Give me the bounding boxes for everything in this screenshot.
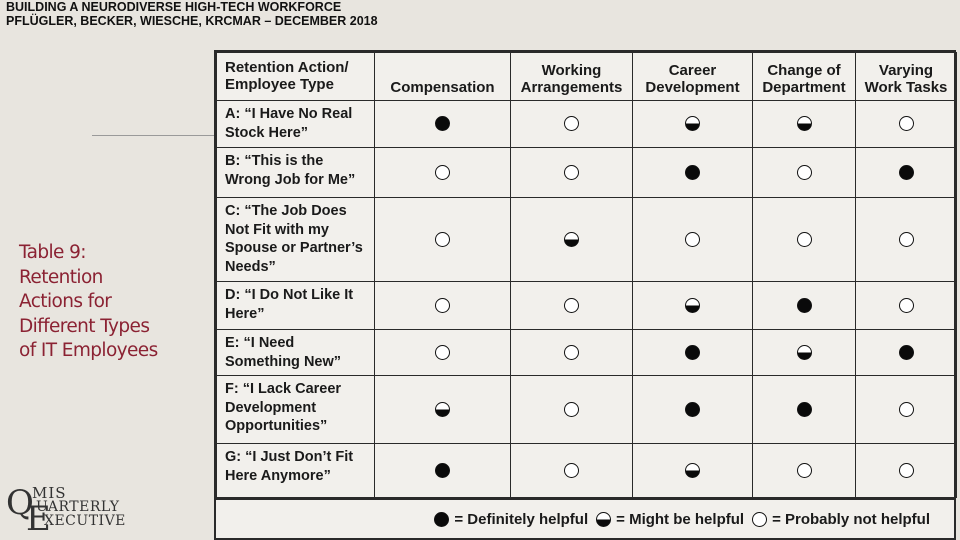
full-circle-icon xyxy=(685,165,700,180)
column-header-line: Development xyxy=(645,79,740,96)
rating-cell xyxy=(633,198,753,282)
logo-mis: MIS xyxy=(32,484,67,502)
rating-cell xyxy=(753,376,856,444)
rating-cell xyxy=(375,444,511,498)
rating-cell xyxy=(375,376,511,444)
row-label xyxy=(217,101,375,148)
full-circle-icon xyxy=(435,463,450,478)
half-circle-icon xyxy=(685,116,700,131)
rating-cell xyxy=(856,282,957,330)
column-header-line: Work Tasks xyxy=(864,79,948,96)
table-row xyxy=(217,330,957,376)
row-label xyxy=(217,330,375,376)
row-label-line: Spouse or Partner’s xyxy=(225,240,363,256)
logo-q: Q xyxy=(6,483,34,523)
corner-header-line: Retention Action/ xyxy=(225,59,349,76)
full-circle-icon xyxy=(685,345,700,360)
full-circle-icon xyxy=(434,512,449,527)
rating-cell xyxy=(753,148,856,198)
rating-cell xyxy=(856,444,957,498)
row-label-line: G: “I Just Don’t Fit xyxy=(225,449,354,465)
column-header-line: Compensation xyxy=(390,79,495,96)
column-header-line: Arrangements xyxy=(520,79,623,96)
row-label xyxy=(217,444,375,498)
row-label-line: Here Anymore” xyxy=(225,467,331,484)
row-label-line: F: “I Lack Career xyxy=(225,381,342,397)
rating-cell xyxy=(856,376,957,444)
rating-cell xyxy=(511,148,633,198)
empty-circle-icon xyxy=(899,232,914,247)
legend xyxy=(214,500,956,540)
empty-circle-icon xyxy=(564,116,579,131)
column-header-line: Department xyxy=(762,79,846,96)
empty-circle-icon xyxy=(899,298,914,313)
column-header-line: Working xyxy=(541,62,602,79)
table-header-row xyxy=(217,53,957,101)
empty-circle-icon xyxy=(797,463,812,478)
rating-cell xyxy=(753,198,856,282)
logo-quarterly: UARTERLY xyxy=(36,499,120,515)
empty-circle-icon xyxy=(564,402,579,417)
empty-circle-icon xyxy=(797,165,812,180)
rating-cell xyxy=(856,148,957,198)
row-label-line: Development xyxy=(225,399,317,416)
row-label-line: D: “I Do Not Like It xyxy=(225,287,354,303)
caption-line: Actions for xyxy=(19,291,112,312)
column-header-line: Career xyxy=(668,62,717,79)
row-label-line: A: “I Have No Real xyxy=(225,106,353,122)
row-label-line: Opportunities” xyxy=(225,418,328,434)
rating-cell xyxy=(633,330,753,376)
column-header xyxy=(633,53,753,101)
rating-cell xyxy=(633,444,753,498)
full-circle-icon xyxy=(797,298,812,313)
row-label xyxy=(217,376,375,444)
rating-cell xyxy=(511,376,633,444)
rating-cell xyxy=(375,282,511,330)
rating-cell xyxy=(856,330,957,376)
half-circle-icon xyxy=(596,512,611,527)
logo-e: E xyxy=(26,499,51,539)
rating-cell xyxy=(375,330,511,376)
row-label-line: Here” xyxy=(225,305,265,322)
row-label-line: Stock Here” xyxy=(225,124,309,141)
column-header xyxy=(856,53,957,101)
rating-cell xyxy=(375,198,511,282)
row-label-line: Wrong Job for Me” xyxy=(225,171,356,188)
rating-cell xyxy=(753,282,856,330)
rating-cell xyxy=(633,282,753,330)
empty-circle-icon xyxy=(797,232,812,247)
half-circle-icon xyxy=(797,116,812,131)
empty-circle-icon xyxy=(899,463,914,478)
table-row xyxy=(217,282,957,330)
row-label-line: E: “I Need xyxy=(225,335,295,351)
empty-circle-icon xyxy=(435,298,450,313)
empty-circle-icon xyxy=(899,402,914,417)
rating-cell xyxy=(856,198,957,282)
table-row xyxy=(217,148,957,198)
rating-cell xyxy=(375,101,511,148)
table-row xyxy=(217,376,957,444)
row-label xyxy=(217,198,375,282)
full-circle-icon xyxy=(797,402,812,417)
row-label-line: Something New” xyxy=(225,353,342,370)
full-circle-icon xyxy=(435,116,450,131)
column-header xyxy=(511,53,633,101)
row-label-line: C: “The Job Does xyxy=(225,203,347,219)
half-circle-icon xyxy=(685,298,700,313)
half-circle-icon xyxy=(564,232,579,247)
rating-cell xyxy=(511,330,633,376)
empty-circle-icon xyxy=(564,345,579,360)
running-header xyxy=(6,0,378,28)
table-row xyxy=(217,198,957,282)
legend-definitely: = Definitely helpful xyxy=(454,511,589,528)
corner-header-line: Employee Type xyxy=(225,76,334,93)
table-row xyxy=(217,101,957,148)
legend-probably-not: = Probably not helpful xyxy=(772,511,930,528)
row-label xyxy=(217,148,375,198)
mis-quarterly-executive-logo xyxy=(4,482,134,538)
empty-circle-icon xyxy=(564,165,579,180)
logo-executive: XECUTIVE xyxy=(44,513,126,529)
half-circle-icon xyxy=(797,345,812,360)
empty-circle-icon xyxy=(899,116,914,131)
rating-cell xyxy=(511,282,633,330)
empty-circle-icon xyxy=(435,165,450,180)
rating-cell xyxy=(633,148,753,198)
rating-cell xyxy=(633,101,753,148)
rating-cell xyxy=(753,444,856,498)
full-circle-icon xyxy=(899,345,914,360)
column-header xyxy=(753,53,856,101)
rating-cell xyxy=(511,101,633,148)
column-header-line: Varying xyxy=(878,62,934,79)
rating-cell xyxy=(511,198,633,282)
row-label-line: Not Fit with my xyxy=(225,221,329,238)
empty-circle-icon xyxy=(564,298,579,313)
caption-line: Retention xyxy=(19,266,103,288)
corner-header xyxy=(217,53,375,101)
caption-line: Table 9: xyxy=(19,242,86,263)
header-authors: PFLÜGLER, BECKER, WIESCHE, KRCMAR – DECEMBER 2018 xyxy=(6,14,378,28)
column-header xyxy=(375,53,511,101)
empty-circle-icon xyxy=(435,232,450,247)
rating-cell xyxy=(753,101,856,148)
header-title: BUILDING A NEURODIVERSE HIGH-TECH WORKFORCE xyxy=(6,0,342,14)
empty-circle-icon xyxy=(564,463,579,478)
half-circle-icon xyxy=(435,402,450,417)
rating-cell xyxy=(856,101,957,148)
table-row xyxy=(217,444,957,498)
legend-might: = Might be helpful xyxy=(616,511,745,528)
column-header-line: Change of xyxy=(767,62,841,79)
empty-circle-icon xyxy=(752,512,767,527)
rating-cell xyxy=(633,376,753,444)
half-circle-icon xyxy=(685,463,700,478)
row-label-line: B: “This is the xyxy=(225,153,324,169)
rating-cell xyxy=(753,330,856,376)
row-label xyxy=(217,282,375,330)
full-circle-icon xyxy=(899,165,914,180)
caption-line: of IT Employees xyxy=(19,340,158,361)
table-caption xyxy=(19,241,189,364)
row-label-line: Needs” xyxy=(225,258,276,275)
caption-line: Different Types xyxy=(19,315,150,337)
empty-circle-icon xyxy=(435,345,450,360)
rating-cell xyxy=(511,444,633,498)
full-circle-icon xyxy=(685,402,700,417)
rating-cell xyxy=(375,148,511,198)
empty-circle-icon xyxy=(685,232,700,247)
retention-table xyxy=(214,50,956,500)
